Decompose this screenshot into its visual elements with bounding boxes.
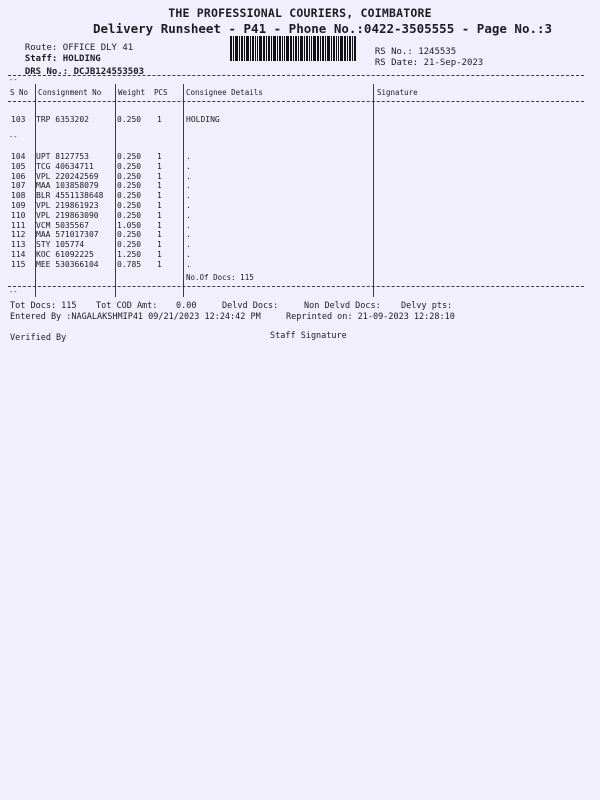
dash-marker-top: -- (9, 76, 18, 84)
cell-pcs: 1 (157, 220, 162, 230)
cell-consignment: MEE 530366104 (36, 259, 99, 269)
header-divider (8, 101, 584, 102)
cell-consignment: VCM 5035567 (36, 220, 89, 230)
runsheet-title: Delivery Runsheet - P41 - Phone No.:0422-3505555 - Page No.:3 (93, 21, 553, 36)
cell-pcs: 1 (157, 240, 162, 250)
col-header-signature: Signature (377, 88, 418, 97)
staff-label: Staff: (24, 54, 58, 64)
cell-weight: 0.250 (117, 115, 142, 124)
cell-consignment: MAA 571017307 (36, 230, 99, 240)
cell-weight: 0.250 (117, 181, 142, 191)
cell-sno: 109 (11, 201, 26, 210)
cell-pcs: 1 (157, 115, 162, 124)
cell-weight: 0.250 (117, 152, 142, 161)
verified-by: Verified By (10, 333, 67, 343)
rs-date-line (364, 48, 483, 68)
cell-details: . (186, 181, 191, 191)
cell-pcs: 1 (157, 171, 162, 181)
cell-weight: 0.250 (117, 161, 142, 171)
cell-details: . (186, 152, 191, 161)
col-header-consignment: Consignment No (38, 88, 102, 97)
non-delvd-docs: Non Delvd Docs: (304, 301, 381, 311)
cell-details: . (186, 161, 191, 171)
cell-weight: 0.785 (117, 259, 142, 269)
cell-sno: 115 (11, 259, 26, 269)
cell-details: . (186, 230, 191, 240)
cell-sno: 108 (11, 191, 26, 201)
col-header-details: Consignee Details (186, 88, 263, 97)
cell-details: . (186, 259, 191, 269)
cell-sno: 106 (11, 171, 26, 181)
cell-pcs: 1 (157, 161, 162, 171)
cell-details: . (186, 191, 191, 201)
cell-consignment: UPT 8127753 (36, 152, 89, 161)
delvy-pts: Delvy pts: (401, 301, 453, 311)
cell-pcs: 1 (157, 181, 162, 191)
rs-date-label: RS Date: (374, 58, 419, 68)
column-divider (115, 84, 116, 297)
col-header-sno: S No (10, 88, 29, 97)
cell-sno: 113 (11, 240, 26, 250)
cell-details: HOLDING (186, 115, 220, 124)
cell-pcs: 1 (157, 250, 162, 259)
drs-line (14, 57, 144, 77)
cell-details: . (186, 201, 191, 210)
cell-sno: 104 (11, 152, 26, 161)
dash-marker-mid: -- (9, 133, 18, 141)
cell-consignment: MAA 103858079 (36, 181, 99, 191)
delvd-docs: Delvd Docs: (222, 301, 279, 311)
reprinted-on: Reprinted on: 21-09-2023 12:28:10 (286, 312, 455, 322)
col-header-pcs: PCS (154, 88, 168, 97)
route-value: OFFICE DLY 41 (62, 43, 134, 53)
cell-sno: 114 (11, 250, 26, 259)
cell-pcs: 1 (157, 230, 162, 240)
cell-pcs: 1 (157, 191, 162, 201)
cell-weight: 0.250 (117, 210, 142, 220)
rs-date-value: 21-Sep-2023 (423, 58, 484, 68)
cell-consignment: STY 105774 (36, 240, 85, 250)
company-name: THE PROFESSIONAL COURIERS, COIMBATORE (168, 6, 432, 20)
staff-signature: Staff Signature (270, 331, 347, 341)
cell-details: . (186, 240, 191, 250)
route-label: Route: (24, 43, 58, 53)
cell-details: . (186, 250, 191, 259)
drs-label: DRS No.: (24, 67, 69, 77)
cell-pcs: 1 (157, 152, 162, 161)
table-bottom-divider (8, 286, 584, 287)
rs-no-value: 1245535 (418, 47, 457, 57)
cell-consignment: TCG 40634711 (36, 161, 94, 171)
dash-marker-bottom: -- (9, 288, 18, 296)
cell-sno: 103 (11, 115, 26, 124)
cell-details: . (186, 210, 191, 220)
rs-no-label: RS No.: (374, 47, 413, 57)
column-divider (373, 84, 374, 297)
column-divider (183, 84, 184, 297)
cell-weight: 0.250 (117, 240, 142, 250)
table-top-divider (8, 75, 584, 76)
cell-consignment: TRP 6353202 (36, 115, 89, 124)
cell-pcs: 1 (157, 201, 162, 210)
cell-consignment: KOC 61092225 (36, 250, 94, 259)
cell-sno: 110 (11, 210, 26, 220)
cell-weight: 1.250 (117, 250, 142, 259)
cell-weight: 1.050 (117, 220, 142, 230)
tot-docs: Tot Docs: 115 (10, 301, 77, 311)
tot-cod-label: Tot COD Amt: (96, 301, 158, 311)
cell-sno: 112 (11, 230, 26, 240)
cell-details: . (186, 220, 191, 230)
cell-sno: 111 (11, 220, 26, 230)
entered-by: Entered By :NAGALAKSHMIP41 09/21/2023 12:24:42 PM (10, 312, 261, 322)
cell-consignment: VPL 219863090 (36, 210, 99, 220)
col-header-weight: Weight (118, 88, 146, 97)
cell-pcs: 1 (157, 210, 162, 220)
cell-consignment: VPL 219861923 (36, 201, 99, 210)
cell-sno: 107 (11, 181, 26, 191)
cell-details: . (186, 171, 191, 181)
cell-sno: 105 (11, 161, 26, 171)
tot-cod-value: 0.00 (176, 301, 197, 311)
cell-weight: 0.250 (117, 191, 142, 201)
cell-weight: 0.250 (117, 171, 142, 181)
cell-consignment: VPL 220242569 (36, 171, 99, 181)
cell-weight: 0.250 (117, 230, 142, 240)
cell-weight: 0.250 (117, 201, 142, 210)
barcode (230, 36, 356, 61)
cell-pcs: 1 (157, 259, 162, 269)
cell-consignment: BLR 4551138648 (36, 191, 104, 201)
staff-value: HOLDING (62, 54, 101, 64)
no-of-docs: No.Of Docs: 115 (186, 273, 254, 282)
drs-value: DCJB124553503 (73, 67, 145, 77)
